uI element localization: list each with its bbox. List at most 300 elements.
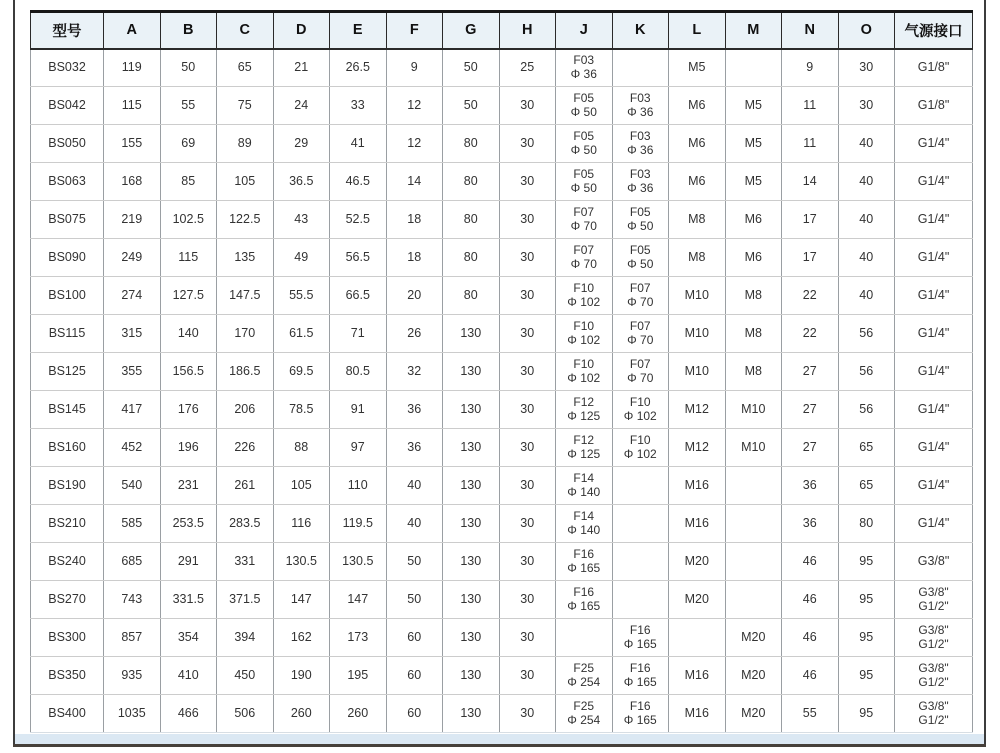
data-cell — [725, 695, 782, 733]
cell-line: 30 — [859, 98, 874, 112]
cell-line: 55 — [802, 706, 817, 720]
data-cell — [725, 657, 782, 695]
cell-line: 97 — [350, 440, 365, 454]
cell-line: 935 — [121, 668, 143, 682]
data-cell — [612, 315, 669, 353]
table-row — [31, 239, 973, 277]
cell-line: M5 — [744, 98, 762, 112]
data-cell — [499, 277, 556, 315]
data-cell — [838, 277, 895, 315]
cell-line: M5 — [744, 136, 762, 150]
cell-line: F10 — [573, 280, 595, 295]
cell-line: 46 — [802, 630, 817, 644]
cell-line: 66.5 — [345, 288, 370, 302]
data-cell — [838, 163, 895, 201]
cell-line: 27 — [802, 402, 817, 416]
cell-line: 30 — [520, 136, 535, 150]
cell-line: 33 — [350, 98, 365, 112]
data-cell — [556, 657, 613, 695]
cell-line: 274 — [121, 288, 143, 302]
cell-line: M12 — [684, 440, 709, 454]
cell-line: 80 — [463, 212, 478, 226]
cell-line: 105 — [234, 174, 256, 188]
cell-line: 65 — [859, 478, 874, 492]
cell-line: M10 — [741, 440, 766, 454]
cell-line: BS075 — [48, 212, 86, 226]
data-cell — [160, 201, 217, 239]
data-cell — [330, 125, 387, 163]
cell-line: G1/4" — [917, 440, 950, 454]
cell-line: M6 — [744, 250, 762, 264]
data-cell — [556, 239, 613, 277]
data-cell — [612, 467, 669, 505]
cell-line: F05 — [573, 128, 595, 143]
cell-line: F10 — [629, 394, 651, 409]
data-cell — [386, 87, 443, 125]
data-cell — [669, 657, 726, 695]
data-cell — [160, 695, 217, 733]
cell-line: 291 — [177, 554, 199, 568]
cell-line: G1/4" — [917, 288, 950, 302]
data-cell — [895, 505, 973, 543]
data-cell — [895, 87, 973, 125]
data-cell — [443, 315, 500, 353]
data-cell — [273, 657, 330, 695]
data-cell — [499, 315, 556, 353]
data-cell — [330, 505, 387, 543]
cell-line: 95 — [859, 668, 874, 682]
cell-line: Φ 165 — [623, 636, 657, 651]
cell-line: BS145 — [48, 402, 86, 416]
data-cell — [782, 543, 839, 581]
cell-line: 105 — [290, 478, 312, 492]
table-row — [31, 125, 973, 163]
cell-line: Φ 125 — [567, 408, 601, 423]
data-cell — [612, 201, 669, 239]
cell-line: M16 — [684, 706, 709, 720]
cell-line: 30 — [520, 554, 535, 568]
model-cell — [31, 429, 104, 467]
cell-line: G1/4" — [917, 478, 950, 492]
data-cell — [386, 49, 443, 87]
data-cell — [104, 87, 161, 125]
data-cell — [386, 619, 443, 657]
cell-line: Φ 140 — [567, 484, 601, 499]
data-cell — [104, 695, 161, 733]
cell-line: 40 — [859, 288, 874, 302]
cell-line: M10 — [684, 288, 709, 302]
cell-line: M5 — [744, 174, 762, 188]
data-cell — [273, 353, 330, 391]
table-row — [31, 315, 973, 353]
data-cell — [838, 467, 895, 505]
table-row — [31, 505, 973, 543]
cell-line: G1/4" — [917, 250, 950, 264]
data-cell — [330, 543, 387, 581]
cell-line: Φ 70 — [570, 218, 597, 233]
cell-line: Φ 70 — [627, 332, 654, 347]
data-cell — [669, 87, 726, 125]
data-cell — [443, 201, 500, 239]
cell-line: M20 — [684, 592, 709, 606]
data-cell — [838, 49, 895, 87]
data-cell — [725, 315, 782, 353]
data-cell — [612, 695, 669, 733]
cell-line: 36 — [407, 440, 422, 454]
data-cell — [556, 429, 613, 467]
data-cell — [104, 315, 161, 353]
column-header-H: H — [499, 12, 556, 49]
data-cell — [782, 429, 839, 467]
data-cell — [330, 353, 387, 391]
cell-line: G1/4" — [917, 174, 950, 188]
data-cell — [838, 505, 895, 543]
cell-line: 52.5 — [345, 212, 370, 226]
data-cell — [499, 125, 556, 163]
data-cell — [104, 125, 161, 163]
data-cell — [160, 239, 217, 277]
data-cell — [443, 429, 500, 467]
data-cell — [895, 467, 973, 505]
cell-line: 130.5 — [285, 554, 317, 568]
cell-line: F05 — [629, 204, 651, 219]
data-cell — [725, 581, 782, 619]
cell-line: Φ 50 — [627, 256, 654, 271]
data-cell — [499, 201, 556, 239]
cell-line: 95 — [859, 706, 874, 720]
data-cell — [104, 581, 161, 619]
cell-line: 685 — [121, 554, 143, 568]
model-cell — [31, 201, 104, 239]
cell-line: 130 — [460, 706, 482, 720]
cell-line: 331 — [234, 554, 256, 568]
cell-line: G3/8" — [917, 554, 950, 568]
cell-line: 78.5 — [289, 402, 314, 416]
cell-line: 122.5 — [229, 212, 261, 226]
cell-line: 40 — [859, 174, 874, 188]
data-cell — [386, 657, 443, 695]
data-cell — [160, 429, 217, 467]
table-row — [31, 429, 973, 467]
cell-line: BS050 — [48, 136, 86, 150]
cell-line: 65 — [237, 60, 252, 75]
cell-line: 14 — [407, 174, 422, 188]
footer-strip — [15, 734, 984, 744]
data-cell — [782, 201, 839, 239]
cell-line: 30 — [520, 174, 535, 188]
data-cell — [669, 163, 726, 201]
data-cell — [217, 391, 274, 429]
data-cell — [725, 353, 782, 391]
data-cell — [330, 581, 387, 619]
cell-line: F10 — [629, 432, 651, 447]
data-cell — [217, 619, 274, 657]
cell-line: 130 — [460, 402, 482, 416]
cell-line: M6 — [688, 136, 706, 150]
cell-line: 91 — [350, 402, 365, 416]
cell-line: 36 — [802, 478, 817, 492]
cell-line: 95 — [859, 630, 874, 644]
data-cell — [895, 163, 973, 201]
data-cell — [330, 657, 387, 695]
data-cell — [782, 49, 839, 87]
data-cell — [669, 505, 726, 543]
cell-line: 50 — [407, 592, 422, 606]
cell-line: 30 — [520, 478, 535, 492]
cell-line: 30 — [520, 250, 535, 264]
cell-line: 40 — [407, 516, 422, 530]
cell-line: M20 — [684, 554, 709, 568]
data-cell — [782, 581, 839, 619]
data-cell — [612, 505, 669, 543]
data-cell — [499, 87, 556, 125]
model-cell — [31, 163, 104, 201]
cell-line: F05 — [629, 242, 651, 257]
cell-line: 102.5 — [172, 212, 204, 226]
data-cell — [217, 163, 274, 201]
data-cell — [386, 581, 443, 619]
data-cell — [556, 619, 613, 657]
data-cell — [499, 505, 556, 543]
cell-line: 355 — [121, 364, 143, 378]
cell-line: F07 — [629, 356, 651, 371]
model-cell — [31, 315, 104, 353]
cell-line: 88 — [294, 440, 309, 454]
cell-line: M8 — [688, 250, 706, 264]
data-cell — [838, 543, 895, 581]
data-cell — [104, 49, 161, 87]
cell-line: 30 — [520, 706, 535, 720]
cell-line: Φ 102 — [567, 294, 601, 309]
cell-line: 283.5 — [229, 516, 261, 530]
cell-line: Φ 36 — [627, 104, 654, 119]
table-row — [31, 87, 973, 125]
cell-line: 11 — [803, 136, 817, 150]
cell-line: 119.5 — [342, 516, 373, 530]
data-cell — [273, 467, 330, 505]
data-cell — [160, 657, 217, 695]
data-cell — [104, 657, 161, 695]
page-frame-right — [984, 0, 986, 746]
cell-line: 71 — [350, 326, 365, 340]
model-cell — [31, 657, 104, 695]
data-cell — [386, 353, 443, 391]
data-cell — [217, 87, 274, 125]
cell-line: M8 — [744, 326, 762, 340]
data-cell — [838, 315, 895, 353]
cell-line: F03 — [629, 128, 651, 143]
cell-line: Φ 102 — [623, 408, 657, 423]
cell-line: 36 — [802, 516, 817, 530]
cell-line: 95 — [859, 554, 874, 568]
cell-line: Φ 70 — [627, 294, 654, 309]
column-header-D: D — [273, 12, 330, 49]
cell-line: 260 — [290, 706, 312, 720]
cell-line: 36.5 — [289, 174, 314, 188]
data-cell — [273, 201, 330, 239]
data-cell — [895, 695, 973, 733]
cell-line: 24 — [294, 98, 309, 112]
column-header-L: L — [669, 12, 726, 49]
cell-line: G1/2" — [918, 712, 949, 727]
data-cell — [443, 581, 500, 619]
model-cell — [31, 87, 104, 125]
data-cell — [499, 581, 556, 619]
data-cell — [104, 619, 161, 657]
cell-line: F07 — [629, 280, 651, 295]
cell-line: 30 — [520, 98, 535, 112]
cell-line: Φ 140 — [567, 522, 601, 537]
cell-line: 231 — [177, 478, 199, 492]
cell-line: Φ 125 — [567, 446, 601, 461]
column-header-A: A — [104, 12, 161, 49]
data-cell — [612, 239, 669, 277]
cell-line: 26.5 — [345, 60, 370, 75]
cell-line: M16 — [684, 478, 709, 492]
cell-line: 196 — [177, 440, 199, 454]
table-row — [31, 201, 973, 239]
data-cell — [273, 581, 330, 619]
data-cell — [838, 429, 895, 467]
data-cell — [782, 353, 839, 391]
cell-line: 30 — [520, 630, 535, 644]
cell-line: 40 — [859, 250, 874, 264]
cell-line: 140 — [177, 326, 199, 340]
data-cell — [556, 505, 613, 543]
column-header-M: M — [725, 12, 782, 49]
cell-line: BS042 — [48, 98, 86, 112]
data-cell — [895, 353, 973, 391]
cell-line: 61.5 — [289, 326, 314, 340]
cell-line: 354 — [177, 630, 199, 644]
model-cell — [31, 125, 104, 163]
data-cell — [443, 87, 500, 125]
data-cell — [273, 391, 330, 429]
cell-line: 371.5 — [229, 592, 261, 606]
cell-line: F16 — [629, 660, 651, 675]
data-cell — [895, 619, 973, 657]
cell-line: M5 — [688, 60, 706, 75]
data-cell — [725, 87, 782, 125]
table-row — [31, 353, 973, 391]
cell-line: 95 — [859, 592, 874, 606]
spec-table — [30, 10, 973, 733]
data-cell — [725, 391, 782, 429]
cell-line: G1/4" — [917, 516, 950, 530]
data-cell — [725, 201, 782, 239]
cell-line: 260 — [347, 706, 369, 720]
data-cell — [556, 695, 613, 733]
data-cell — [612, 581, 669, 619]
data-cell — [160, 87, 217, 125]
cell-line: BS115 — [48, 326, 86, 340]
cell-line: 130 — [460, 516, 482, 530]
data-cell — [782, 391, 839, 429]
cell-line: 130 — [460, 326, 482, 340]
data-cell — [217, 543, 274, 581]
data-cell — [725, 239, 782, 277]
cell-line: 249 — [121, 250, 143, 264]
table-row — [31, 657, 973, 695]
cell-line: 173 — [347, 630, 369, 644]
cell-line: F12 — [573, 432, 595, 447]
data-cell — [330, 429, 387, 467]
data-cell — [895, 391, 973, 429]
column-header-G: G — [443, 12, 500, 49]
data-cell — [838, 391, 895, 429]
data-cell — [499, 163, 556, 201]
table-row — [31, 467, 973, 505]
cell-line: 14 — [802, 174, 817, 188]
data-cell — [217, 657, 274, 695]
cell-line: BS400 — [48, 706, 86, 720]
cell-line: 43 — [294, 212, 309, 226]
cell-line: 12 — [407, 98, 422, 112]
data-cell — [895, 581, 973, 619]
cell-line: 18 — [407, 212, 422, 226]
column-header-K: K — [612, 12, 669, 49]
cell-line: 29 — [294, 136, 309, 150]
data-cell — [160, 581, 217, 619]
cell-line: 394 — [234, 630, 256, 644]
data-cell — [838, 201, 895, 239]
data-cell — [556, 543, 613, 581]
cell-line: F16 — [629, 622, 651, 637]
data-cell — [217, 315, 274, 353]
data-cell — [217, 125, 274, 163]
cell-line: 55.5 — [289, 288, 314, 302]
cell-line: F14 — [573, 508, 595, 523]
data-cell — [386, 201, 443, 239]
data-cell — [895, 277, 973, 315]
data-cell — [443, 543, 500, 581]
data-cell — [669, 429, 726, 467]
data-cell — [725, 619, 782, 657]
cell-line: BS100 — [48, 288, 86, 302]
cell-line: 27 — [802, 364, 817, 378]
data-cell — [669, 391, 726, 429]
data-cell — [556, 201, 613, 239]
data-cell — [499, 49, 556, 87]
data-cell — [669, 315, 726, 353]
data-cell — [330, 87, 387, 125]
data-cell — [273, 239, 330, 277]
cell-line: F03 — [629, 166, 651, 181]
column-header-model: 型号 — [31, 12, 104, 49]
cell-line: F07 — [629, 318, 651, 333]
cell-line: M20 — [741, 668, 766, 682]
cell-line: BS160 — [48, 440, 86, 454]
data-cell — [669, 201, 726, 239]
cell-line: M8 — [744, 364, 762, 378]
data-cell — [443, 467, 500, 505]
data-cell — [669, 619, 726, 657]
cell-line: 176 — [177, 402, 199, 416]
data-cell — [612, 87, 669, 125]
cell-line: 9 — [410, 60, 418, 75]
cell-line: 30 — [520, 212, 535, 226]
data-cell — [104, 505, 161, 543]
cell-line: 85 — [181, 174, 196, 188]
cell-line: BS125 — [48, 364, 86, 378]
data-cell — [556, 125, 613, 163]
cell-line: F12 — [573, 394, 595, 409]
cell-line: 130 — [460, 554, 482, 568]
data-cell — [386, 163, 443, 201]
data-cell — [217, 239, 274, 277]
cell-line: 30 — [520, 288, 535, 302]
data-cell — [104, 391, 161, 429]
